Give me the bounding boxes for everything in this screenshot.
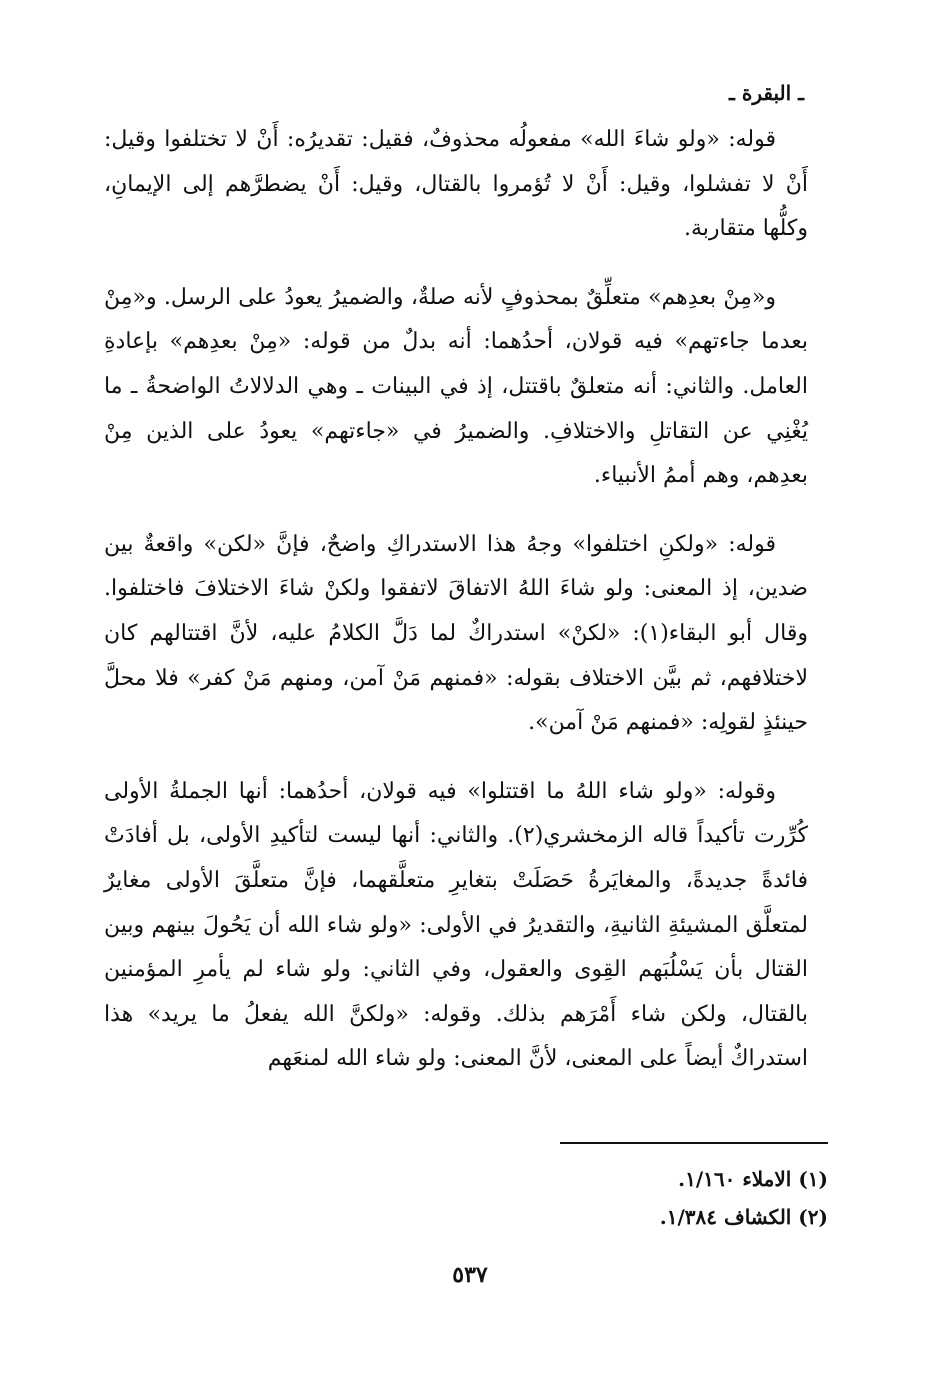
paragraph-2: و«مِنْ بعدِهم» متعلِّقٌ بمحذوفٍ لأنه صلةٌ، والضميرُ يعودُ على الرسل. و«مِنْ بعدما جاءتهم» فيه قولان، أحدُهما: أنه بدلٌ من قوله: «مِنْ بعدِهم» بإعادةِ العامل. والثاني: أنه متعلقٌ باقتتل، إذ في البينات ـ وهي الدلالاتُ الواضحةُ ـ ما يُغْنِي عن التقاتلِ والاختلافِ. والضميرُ في «جاءتهم» يعودُ على الذين مِنْ بعدِهم، وهم أممُ الأنبياء. xyxy=(104,284,808,489)
running-header: ـ البقرة ـ xyxy=(729,81,804,105)
footnotes xyxy=(408,1160,828,1236)
page-number: ٥٣٧ xyxy=(452,1262,488,1288)
paragraph-1: قوله: «ولو شاءَ الله» مفعولُه محذوفٌ، فقيل: تقديرُه: أَنْ لا تختلفوا وقيل: أَنْ لا تفشلوا، وقيل: أَنْ لا تُؤمروا بالقتال، وقيل: أَنْ يضطرَّهم إلى الإيمانِ، وكلُّها متقاربة. xyxy=(104,127,808,242)
footnote-2: (٢) الكشاف ١/٣٨٤. xyxy=(659,1205,828,1229)
paragraph-3: قوله: «ولكنِ اختلفوا» وجهُ هذا الاستدراكِ واضحٌ، فإنَّ «لكن» واقعةٌ بين ضدين، إذ المعنى: ولو شاءَ اللهُ الاتفاقَ لاتفقوا ولكنْ شاءَ الاختلافَ فاختلفوا. وقال أبو البقاء(١): «لكنْ» استدراكٌ لما دَلَّ الكلامُ عليه، لأنَّ اقتتالهم كان لاختلافهم، ثم بيَّن الاختلاف بقوله: «فمنهم مَنْ آمن، ومنهم مَنْ كفر» فلا محلَّ حينئذٍ لقولِه: «فمنهم مَنْ آمن». xyxy=(104,531,808,736)
main-text xyxy=(104,118,808,1082)
footnote-divider xyxy=(560,1142,828,1144)
paragraph-4: وقوله: «ولو شاء اللهُ ما اقتتلوا» فيه قولان، أحدُهما: أنها الجملةُ الأولى كُرِّرت تأكيداً قاله الزمخشري(٢). والثاني: أنها ليست لتأكيدِ الأولى، بل أفادَتْ فائدةً جديدةً، والمغايَرةُ حَصَلَتْ بتغايرِ متعلَّقهما، فإنَّ متعلَّقَ الأولى مغايرٌ لمتعلَّق المشيئةِ الثانيةِ، والتقديرُ في الأولى: «ولو شاء الله أن يَحُولَ بينهم وبين القتال بأن يَسْلُبَهم القِوى والعقول، وفي الثاني: ولو شاء لم يأمرِ المؤمنين بالقتال، ولكن شاء أَمْرَهم بذلك. وقوله: «ولكنَّ الله يفعلُ ما يريد» هذا استدراكٌ أيضاً على المعنى، لأنَّ المعنى: ولو شاء الله لمنعَهم xyxy=(104,778,809,1072)
footnote-1: (١) الاملاء ١/١٦٠. xyxy=(678,1167,828,1191)
